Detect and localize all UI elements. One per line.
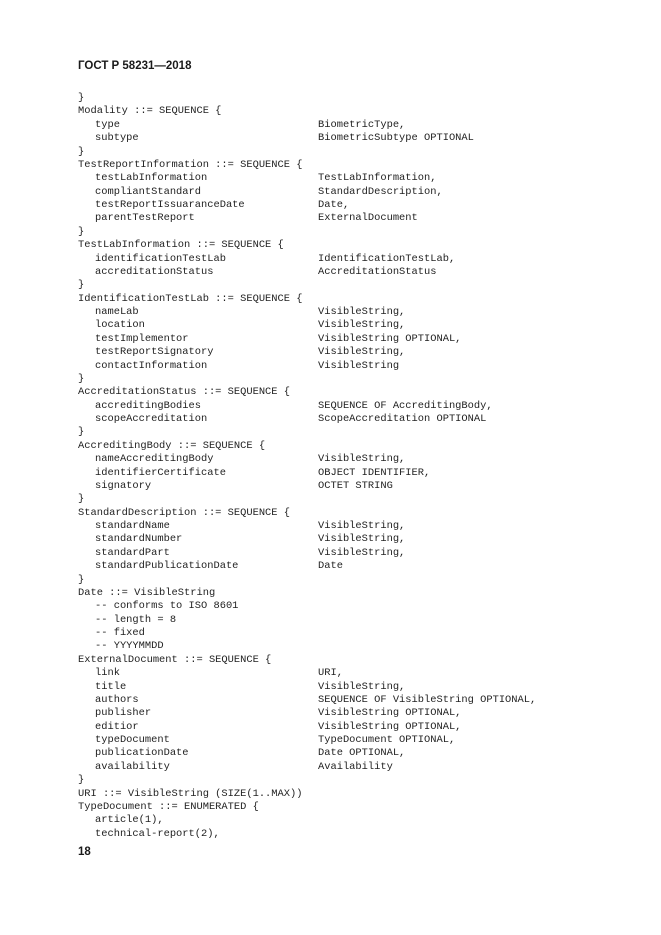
definition-text: TypeDocument ::= ENUMERATED { <box>78 800 259 813</box>
definition-text: } <box>78 92 85 104</box>
definition-text: StandardDescription ::= SEQUENCE { <box>78 506 291 519</box>
definition-text: } <box>78 372 85 385</box>
field-type: TypeDocument OPTIONAL, <box>318 734 456 746</box>
field-type: SEQUENCE OF AccreditingBody, <box>318 399 493 412</box>
field-name: testReportSignatory <box>95 346 214 359</box>
field-name: parentTestReport <box>95 212 195 225</box>
indented-text: article(1), <box>95 814 164 827</box>
document-header: ГОСТ Р 58231—2018 <box>78 60 192 72</box>
field-type: Date <box>318 560 343 573</box>
field-type: VisibleString OPTIONAL, <box>318 707 462 720</box>
definition-text: Date ::= VisibleString <box>78 586 216 599</box>
field-name: link <box>95 667 120 680</box>
field-name: accreditingBodies <box>95 399 202 412</box>
indented-text: -- length = 8 <box>95 613 177 626</box>
field-name: subtype <box>95 132 139 145</box>
indented-text: -- conforms to ISO 8601 <box>95 600 239 613</box>
field-name: availability <box>95 760 170 773</box>
definition-text: TestReportInformation ::= SEQUENCE { <box>78 158 303 171</box>
field-name: authors <box>95 693 139 706</box>
definition-text: } <box>78 493 85 506</box>
field-type: BiometricSubtype OPTIONAL <box>318 132 474 145</box>
field-type: VisibleString OPTIONAL, <box>318 720 462 733</box>
definition-text: AccreditingBody ::= SEQUENCE { <box>78 439 266 452</box>
field-type: SEQUENCE OF VisibleString OPTIONAL, <box>318 693 537 706</box>
field-name: editior <box>95 720 139 733</box>
field-type: VisibleString, <box>318 306 406 318</box>
field-type: VisibleString, <box>318 680 406 693</box>
field-type: TestLabInformation, <box>318 172 437 185</box>
definition-text: } <box>78 279 85 292</box>
field-name: identifierCertificate <box>95 466 226 479</box>
field-type: VisibleString, <box>318 453 406 466</box>
definition-text: } <box>78 774 85 787</box>
field-name: publisher <box>95 707 152 720</box>
field-type: IdentificationTestLab, <box>318 252 456 265</box>
field-name: title <box>95 680 127 693</box>
field-type: OBJECT IDENTIFIER, <box>318 466 431 479</box>
field-type: StandardDescription, <box>318 185 443 198</box>
field-type: URI, <box>318 667 343 680</box>
field-name: standardPart <box>95 546 170 559</box>
field-type: AccreditationStatus <box>318 265 437 278</box>
field-name: compliantStandard <box>95 185 202 198</box>
field-type: ScopeAccreditation OPTIONAL <box>318 413 487 425</box>
field-name: signatory <box>95 479 152 492</box>
definition-text: AccreditationStatus ::= SEQUENCE { <box>78 386 291 399</box>
field-name: type <box>95 118 120 131</box>
field-type: BiometricType, <box>318 118 406 131</box>
field-name: nameLab <box>95 306 139 318</box>
definition-text: IdentificationTestLab ::= SEQUENCE { <box>78 292 303 305</box>
field-type: Date, <box>318 199 350 211</box>
field-name: typeDocument <box>95 734 170 746</box>
field-name: testReportIssuaranceDate <box>95 199 245 211</box>
field-name: standardNumber <box>95 533 183 546</box>
definition-text: ExternalDocument ::= SEQUENCE { <box>78 653 272 666</box>
field-type: VisibleString, <box>318 520 406 532</box>
definition-text: } <box>78 225 85 238</box>
field-name: standardPublicationDate <box>95 560 239 573</box>
definition-text: TestLabInformation ::= SEQUENCE { <box>78 239 284 252</box>
field-type: VisibleString, <box>318 346 406 359</box>
field-type: VisibleString, <box>318 546 406 559</box>
field-type: Date OPTIONAL, <box>318 747 406 760</box>
field-name: contactInformation <box>95 359 208 372</box>
field-type: ExternalDocument <box>318 212 418 225</box>
field-name: location <box>95 319 145 332</box>
definition-text: URI ::= VisibleString (SIZE(1..MAX)) <box>78 787 303 800</box>
field-name: scopeAccreditation <box>95 413 208 425</box>
field-name: accreditationStatus <box>95 265 214 278</box>
field-type: VisibleString <box>318 359 400 372</box>
field-type: Availability <box>318 760 393 773</box>
field-type: VisibleString OPTIONAL, <box>318 332 462 345</box>
indented-text: -- fixed <box>95 627 145 639</box>
field-name: identificationTestLab <box>95 252 226 265</box>
page-number: 18 <box>78 846 91 858</box>
definition-text: } <box>78 426 85 439</box>
field-type: VisibleString, <box>318 319 406 332</box>
field-name: standardName <box>95 520 170 532</box>
field-type: VisibleString, <box>318 533 406 546</box>
field-name: nameAccreditingBody <box>95 453 214 466</box>
definition-text: } <box>78 573 85 586</box>
field-type: OCTET STRING <box>318 479 393 492</box>
indented-text: -- YYYYMMDD <box>95 640 164 653</box>
indented-text: technical-report(2), <box>95 827 220 840</box>
definition-text: Modality ::= SEQUENCE { <box>78 105 222 118</box>
field-name: publicationDate <box>95 747 189 760</box>
field-name: testImplementor <box>95 332 189 345</box>
definition-text: } <box>78 145 85 158</box>
field-name: testLabInformation <box>95 172 208 185</box>
